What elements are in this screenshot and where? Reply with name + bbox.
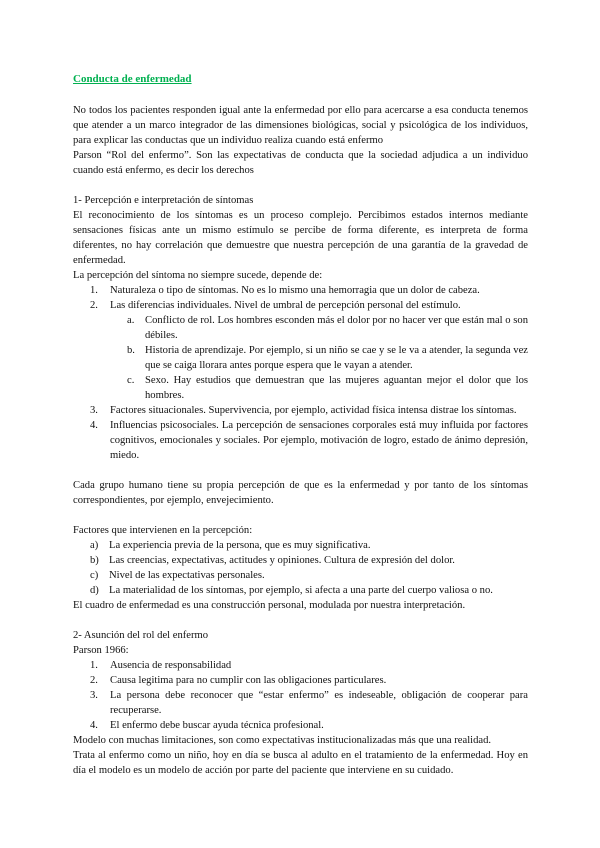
section2-paragraph: Trata al enfermo como un niño, hoy en día se busca al adulto en el tratamiento de la enfermedad. Hoy en día el modelo es un modelo de acción por parte del paciente que interviene en su cuidado.: [73, 750, 528, 776]
factor-item: a) La experiencia previa de la persona, que es muy significativa.: [90, 540, 371, 551]
group-paragraph: Cada grupo humano tiene su propia percepción de que es la enfermedad y por tanto de los síntomas correspondientes, por ejemplo, envejecimiento.: [73, 480, 528, 506]
intro-paragraph: No todos los pacientes responden igual ante la enfermedad por ello para acercarse a esa conducta tenemos que atender a un marco integrador de las dimensiones biológicas, social y psicológica de los individuos, para explicar las conductas que un individuo realiza cuando está enfermo: [73, 105, 528, 146]
document-body: [73, 72, 528, 778]
list-item: 1. Ausencia de responsabilidad: [90, 660, 232, 671]
list-item: 2. Causa legitima para no cumplir con las obligaciones particulares.: [90, 675, 387, 686]
list-item: 2. Las diferencias individuales. Nivel de umbral de percepción personal del estímulo.: [90, 300, 461, 311]
list-item: 3. La persona debe reconocer que “estar enfermo” es indeseable, obligación de cooperar para recuperarse.: [90, 690, 528, 716]
section1-heading: 1- Percepción e interpretación de síntomas: [73, 195, 254, 206]
section2-paragraph: Modelo con muchas limitaciones, son como expectativas institucionalizadas más que una realidad.: [73, 735, 492, 746]
list-item: 3. Factores situacionales. Supervivencia, por ejemplo, actividad física intensa distrae los síntomas.: [90, 405, 517, 416]
list-item: 1. Naturaleza o tipo de síntomas. No es lo mismo una hemorragia que un dolor de cabeza.: [90, 285, 480, 296]
section1-paragraph: El reconocimiento de los síntomas es un proceso complejo. Percibimos estados internos mediante sensaciones físicas ante un mismo estímulo se percibe de forma diferente, es interpreta de forma diferentes, no hay correlación que demuestre que nuestra percepción de una garantía de la gravedad de enfermedad.: [73, 210, 528, 266]
section1-closing: El cuadro de enfermedad es una construcción personal, modulada por nuestra interpretación.: [73, 600, 466, 611]
intro-parson-paragraph: Parson “Rol del enfermo”. Son las expectativas de conducta que la sociedad adjudica a un individuo cuando está enfermo, es decir los derechos: [73, 150, 528, 176]
section2-subheading: Parson 1966:: [73, 645, 129, 656]
section1-lead: La percepción del síntoma no siempre sucede, depende de:: [73, 270, 323, 281]
factor-item: b) Las creencias, expectativas, actitudes y opiniones. Cultura de expresión del dolor.: [90, 555, 455, 566]
sub-list-item: b. Historia de aprendizaje. Por ejemplo, si un niño se cae y se le va a atender, la segunda vez que se caiga llorara antes porque espera que le vayan a atender.: [127, 345, 528, 371]
list-item: 4. El enfermo debe buscar ayuda técnica profesional.: [90, 720, 324, 731]
factors-lead: Factores que intervienen en la percepción:: [73, 525, 253, 536]
sub-list-item: c. Sexo. Hay estudios que demuestran que las mujeres aguantan mejor el dolor que los hombres.: [127, 375, 528, 401]
factor-item: c) Nivel de las expectativas personales.: [90, 570, 265, 581]
factor-item: d) La materialidad de los síntomas, por ejemplo, si afecta a una parte del cuerpo valiosa o no.: [90, 585, 493, 596]
sub-list-item: a. Conflicto de rol. Los hombres esconden más el dolor por no hacer ver que están mal o son débiles.: [127, 315, 528, 341]
page-title: Conducta de enfermedad: [73, 73, 192, 85]
section2-heading: 2- Asunción del rol del enfermo: [73, 630, 209, 641]
list-item: 4. Influencias psicosociales. La percepción de sensaciones corporales está muy influida por factores cognitivos, emocionales y sociales. Por ejemplo, motivación de logro, estado de ánimo depresión, miedo.: [90, 420, 528, 461]
